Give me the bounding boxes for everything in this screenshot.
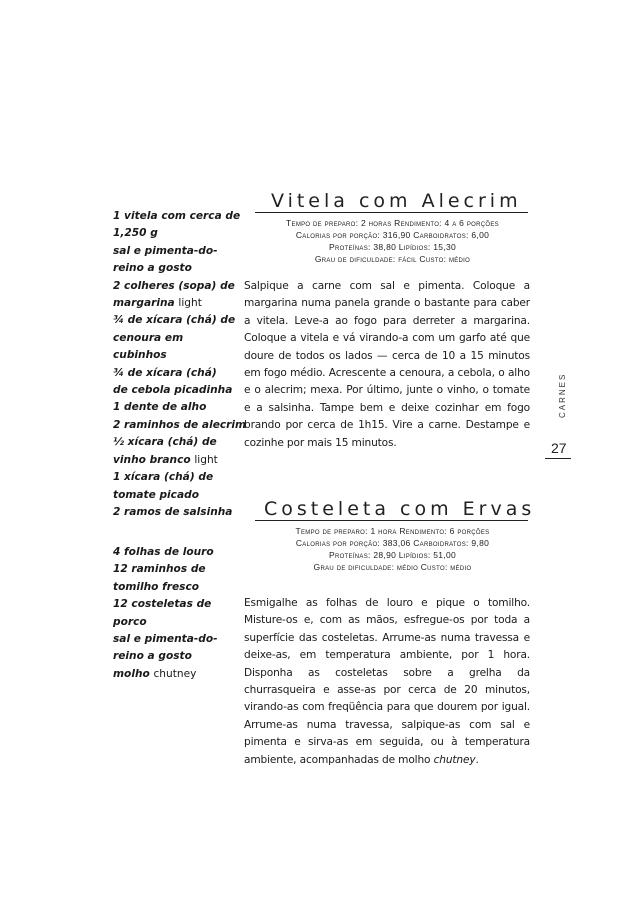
ingredient-line: tomilho fresco [113, 580, 200, 593]
ingredient-line: tomate picado [113, 488, 199, 501]
ingredient-line: ½ xícara (chá) de [113, 436, 217, 449]
ingredient-line: cubinhos [113, 349, 167, 362]
ingredient-line: ¾ de xícara (chá) de [113, 314, 236, 327]
ingredient-line [113, 452, 228, 469]
ingredient-line: sal e pimenta-do- [113, 633, 218, 646]
section-label: CARNES [558, 372, 567, 418]
meta-line: Calorias por porção: 316,90 Carboidratos: 6,00 [295, 230, 490, 240]
body-end: . [475, 753, 479, 766]
ingredient-line: 12 costeletas de [113, 598, 212, 611]
title-rule [255, 212, 528, 213]
ingredient-line: reino a gosto [113, 650, 192, 663]
ingredient-text: molho [113, 667, 150, 680]
ingredient-line: 2 colheres (sopa) de [113, 279, 235, 292]
meta-line: Proteínas: 38,80 Lipídios: 15,30 [328, 242, 457, 252]
ingredient-line: cenoura em [113, 331, 184, 344]
ingredient-list-costeleta [113, 544, 228, 683]
ingredient-line [113, 666, 228, 683]
ingredient-text: vinho branco [113, 453, 191, 466]
ingredient-line: 1 dente de alho [113, 401, 207, 414]
meta-line: Grau de dificuldade: médio Custo: médio [313, 562, 472, 572]
ingredient-line: ¾ de xícara (chá) [113, 366, 217, 379]
recipe-title-costeleta: Costeleta com Ervas [264, 498, 536, 520]
ingredient-line: 12 raminhos de [113, 563, 206, 576]
body-italic: chutney [433, 753, 476, 766]
recipe-body-vitela: Salpique a carne com sal e pimenta. Coloque a margarina numa panela grande o bastante para caber a vitela. Leve-a ao fogo para derreter a margarina. Coloque a vitela e vá virando-a com um garfo até que doure de todos os lados — cerca de 10 a 15 minutos em fogo médio. Acrescente a cenoura, a cebola, o alho e o alecrim; mexa. Por último, junte o vinho, o tomate e a salsinha. Tampe bem e deixe cozinhar em fogo brando por cerca de 1h15. Vire a carne. Destampe e cozinhe por mais 15 minutos. [244, 280, 530, 449]
ingredient-list-vitela [113, 208, 247, 521]
ingredient-line: 1 xícara (chá) de [113, 471, 214, 484]
ingredient-text: margarina [113, 297, 175, 310]
recipe-meta-vitela [250, 217, 535, 265]
meta-line: Proteínas: 28,90 Lipídios: 51,00 [328, 550, 457, 560]
ingredient-line: porco [113, 615, 147, 628]
meta-line: Tempo de preparo: 1 hora Rendimento: 6 porções [295, 526, 490, 536]
ingredient-suffix: light [194, 453, 218, 466]
ingredient-line: 1 vitela com cerca de [113, 210, 241, 222]
ingredient-line: reino a gosto [113, 262, 192, 275]
recipe-meta-costeleta [250, 525, 535, 573]
ingredient-line: sal e pimenta-do- [113, 244, 218, 257]
ingredient-line: 1,250 g [113, 227, 158, 240]
body-text: Esmigalhe as folhas de louro e pique o tomilho. Misture-os e, com as mãos, esfregue-os por toda a superfície das costeletas. Arrume-as numa travessa e deixe-as, em temperatura ambiente, por 1 hora. Disponha as costeletas sobre a grelha da churrasqueira e asse-as por cerca de 20 minutos, virando-as com freqüência para que dourem por igual. Arrume-as numa travessa, salpique-as com sal e pimenta e sirva-as em seguida, ou à temperatura ambiente, acompanhadas de molho [244, 597, 530, 766]
ingredient-suffix: chutney [153, 667, 197, 680]
meta-line: Calorias por porção: 383,06 Carboidratos: 9,80 [295, 538, 490, 548]
meta-line: Grau de dificuldade: fácil Custo: médio [314, 254, 471, 264]
title-rule [255, 520, 528, 521]
recipe-body-costeleta [244, 595, 530, 769]
meta-line: Tempo de preparo: 2 horas Rendimento: 4 a 6 porções [286, 218, 499, 228]
ingredient-line: 4 folhas de louro [113, 546, 214, 558]
ingredient-line: de cebola picadinha [113, 384, 233, 397]
ingredient-suffix: light [178, 297, 202, 310]
page-number-rule [545, 458, 571, 459]
ingredient-line: 2 raminhos de alecrim [113, 418, 247, 431]
ingredient-line [113, 295, 228, 312]
ingredient-line: 2 ramos de salsinha [113, 505, 233, 518]
page-number: 27 [551, 440, 567, 456]
recipe-title-vitela: Vitela com Alecrim [271, 190, 522, 212]
